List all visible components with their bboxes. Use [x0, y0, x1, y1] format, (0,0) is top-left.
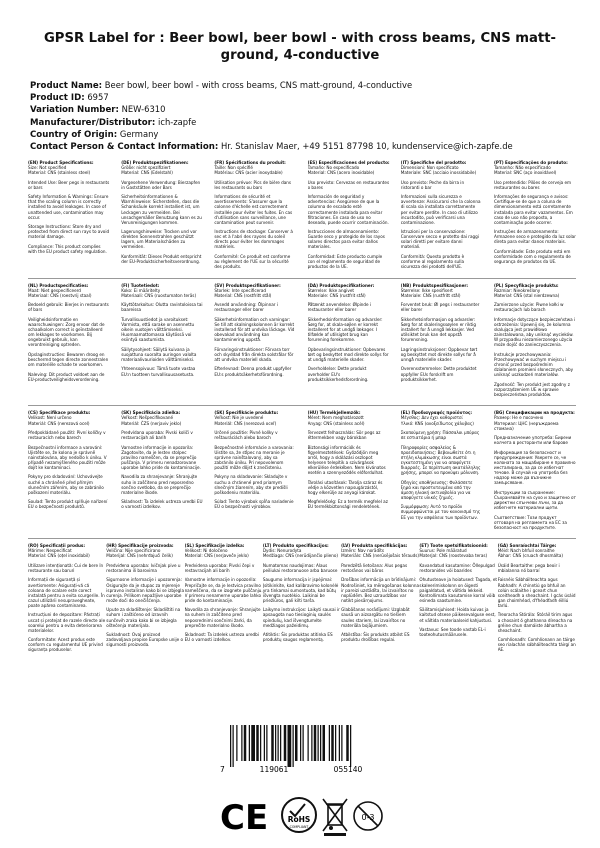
- spec-cell-paragraph: Taille: Non spécifié Matériau: CNS (acier inoxydable): [214, 165, 283, 176]
- barcode-bar: [284, 725, 287, 761]
- spec-row: [28, 410, 576, 534]
- ce-mark: [220, 798, 268, 838]
- spec-cell: [308, 160, 390, 274]
- spec-cell-heading: (BG) Спецификации на продукта:: [493, 410, 575, 416]
- spec-cell-paragraph: Sicherheitsinformationen & Warnhinweise: Sicherstellen, dass die Schanksäule korrekt installiert ist, um Leckagen zu vermeiden. Bei unsachgemäßer Benutzung kann es zu Verunreinigungen kommen.: [121, 194, 202, 225]
- spec-cell-heading: (PL) Specyfikacje produktu:: [493, 282, 559, 288]
- barcode-bar: [280, 725, 281, 761]
- spec-cell-paragraph: Størrelse: Ikke angivet Materiale: CNS (rustfrit stål): [307, 287, 366, 298]
- spec-cell-paragraph: Varnostne informacije in opozorila: Zagotovite, da je lestev stolpec pravilno nameščen, da se preprečijo puščanja. V primeru nenadzorovane uporabe lahko pride do kontaminacije.: [121, 444, 201, 470]
- spec-cell-paragraph: Skladnost: Ta izdelek ustreza uredbi EU o varnosti izdelkov.: [184, 632, 259, 643]
- spec-cell-paragraph: Größe: nicht spezifiziert Material: CNS (Edelstahl): [121, 165, 173, 176]
- spec-cell-paragraph: Sikkerhetsinformasjon og advarsler: Sørg for at skaleringssøylen er riktig installert for å unngå lekkasjer. Ved utilsiktet bruk kan det oppstå forurensning.: [400, 316, 476, 343]
- spec-cell-paragraph: Rozmiar: Nieokreślony Materiał: CNS (stal nierdzewna): [493, 287, 560, 298]
- spec-cell-heading: (PT) Especificações do produto:: [493, 160, 568, 165]
- barcode-bar: [249, 725, 250, 761]
- spec-cell-paragraph: Treoracha Stórála: Stóráil tirim agus a chosaint ó ghathanna díreacha na gréine chun damáiste ábhartha a sheachaint.: [497, 612, 573, 633]
- spec-cell-paragraph: Conformitate: Acest produs este conform cu regulamentul UE privind siguranța produselor.: [28, 637, 103, 653]
- barcode-digits: 055140: [333, 765, 363, 773]
- barcode-bar: [311, 725, 312, 761]
- spec-cell-paragraph: Lagringsinstruksjoner: Oppbevar tørt og beskyttet mot direkte sollys for å unngå materielle skader.: [400, 346, 478, 362]
- spec-cell: [308, 283, 390, 402]
- row-divider: [28, 278, 576, 279]
- info-product-id: Product ID: 6957: [30, 92, 109, 104]
- barcode-bar: [275, 725, 276, 761]
- spec-cell-paragraph: Compliance: This product complies with the EU product safety regulation.: [28, 243, 107, 254]
- spec-cell: [263, 543, 341, 657]
- spec-cell-paragraph: Atitiktis: Šis produktas atitinka ES produktų saugos reglamentą.: [262, 632, 333, 643]
- spec-cell-paragraph: Instructions de stockage: Conserver à sec et à l'abri des rayons du soleil directs pour éviter les dommages matériels.: [214, 229, 293, 250]
- crossed-out-wheelie-bin-icon: [323, 799, 347, 836]
- spec-cell-paragraph: Información de seguridad y advertencias: Asegúrese de que la columna de escalado esté correctamente instalada para evitar filtraciones. En caso de uso no deseado, puede ocurrir contaminación.: [307, 194, 389, 225]
- svg-text:CE: CE: [220, 798, 269, 838]
- spec-cell-paragraph: Biztonsági információk és figyelmeztetések: Győződjön meg arról, hogy a skálázási oszlopot helyesen telepítik a szivárgások elkerülése érdekében. Nem kívánatos esetén a szennyeződés előfordulhat.: [307, 444, 386, 476]
- spec-cell-paragraph: Bezpečnostné informácie a varovania: Uistite sa, že stĺpec na meranie je správne nainštalovaný, aby sa zabránilo úniku. Pri nepovolenom použití môže dôjsť k znečisteniu.: [214, 444, 294, 470]
- spec-cell-paragraph: Sikkerhedsinformation og advarsler: Sørg for, at skala-søjlen er korrekt installeret for at undgå lækager. I tilfælde af utilsigtet brug kan forurening forekomme.: [307, 316, 383, 343]
- spec-cell-paragraph: Megfelelőség: Ez a termék megfelel az EU termékbiztonsági rendeletének.: [307, 499, 388, 510]
- spec-cell-heading: (FR) Spécifications du produit:: [214, 160, 286, 165]
- spec-cell-heading: (ES) Especificaciones del producto:: [307, 160, 390, 165]
- spec-cell-paragraph: Úsáid Beartaithe: pega beoir i mbialanna nó barraí: [497, 562, 560, 573]
- spec-cell-paragraph: Съответствие: Този продукт отговаря на регламента на ЕС за безопасност на продуктите.: [493, 514, 567, 530]
- spec-cell-paragraph: Informações de segurança e avisos: Certifique-se de que a coluna de dimensionamento está corretamente instalada para evitar vazamentos. Em caso de uso não proposto, a contaminação pode ocorrer.: [493, 194, 573, 225]
- spec-cell: [28, 410, 110, 534]
- svg-text:RoHS: RoHS: [287, 815, 311, 824]
- spec-cell-paragraph: Informations de sécurité et avertissements: S'assurer que la colonne d'échelle est correctement installée pour éviter les fuites. En cas d'utilisation sans surveillance, une contamination peut survenir.: [214, 194, 293, 225]
- spec-cell: [498, 543, 576, 657]
- spec-cell-paragraph: Veličina: Nije specificirano Materijal: CNS (nehrđajući čelik): [106, 548, 173, 559]
- barcode-bar: [320, 725, 321, 761]
- spec-cell-paragraph: Opbevaringsinstruktioner: Opbevares tørt og beskyttet mod direkte sollys for at undgå materielle skader.: [307, 346, 389, 362]
- spec-cell-paragraph: Maat: Niet gespecificeerd Materiaal: CNS (roestvrij staal): [28, 287, 92, 298]
- spec-cell-paragraph: Tárolási utasítások: Tárolja száraz és védje a közvetlen napsugárzástól, hogy elkerülje az anyagi károkat.: [307, 479, 383, 495]
- barcode-bar: [318, 725, 319, 761]
- spec-cell-paragraph: Conformité: Ce produit est conforme au règlement de l'UE sur la sécurité des produits.: [214, 253, 291, 270]
- spec-cell-paragraph: Intended Use: Beer pegs in restaurants or bars: [28, 179, 110, 190]
- spec-cell-paragraph: Určené použitie: Pivné kolíky v reštauráciách alebo baroch: [214, 430, 278, 441]
- spec-cell-paragraph: Yhteensopivuus: Tämä tuote vastaa EU:n tuotteen turvallisuusasetusta.: [121, 366, 196, 377]
- spec-cell-paragraph: Turvallisuustiedot ja varoitukset: Varmista, että sarake on asennettu oikein vuotojen välttämiseksi. Huomaamattomassa käytössä voi esiintyä saastumista.: [121, 316, 195, 343]
- svg-text:0-3: 0-3: [361, 813, 375, 822]
- spec-cell-paragraph: Информация за безопасност и предупреждения: Уверете се, че колоната за мащабиране е правилно инсталирана, за да се избегнат течове. В случай на употреба без надзор може да възникне замърсяване.: [493, 449, 576, 486]
- spec-cell-paragraph: Предназначение употреба: Бирени колчета в ресторанти или барове: [493, 435, 572, 446]
- spec-cell: [419, 543, 497, 657]
- spec-cell: [28, 283, 110, 402]
- barcode-digits: 7: [220, 765, 225, 773]
- spec-cell-paragraph: Varnostne informacije in opozorila: Prepričajte se, da je lestvica pravilno nameščena, da se izognete puščanju. V primeru nenamerne uporabe lahko pride do kontaminacije.: [184, 577, 263, 603]
- spec-cell-paragraph: Comhlíonadh: Comhlíonann an táirge seo rialachán sábháilteachta táirgí an AE.: [497, 637, 576, 653]
- spec-cell-paragraph: Storlek: Inte specificerad Material: CNS (rostfritt stål): [214, 287, 272, 298]
- barcode-bar: [341, 725, 342, 761]
- spec-cell: [121, 410, 203, 534]
- spec-cell-paragraph: Veiligheidsinformatie en waarschuwingen: Zorg ervoor dat de schaalkolom correct is geïnstalleerd om lekkages te voorkomen. Bij ongebruikt gebruik, kan verontreiniging optreden.: [28, 316, 105, 348]
- spec-cell: [185, 543, 263, 657]
- spec-cell-paragraph: Méret: Nem meghatározott Anyag: CNS (stainless acél): [307, 415, 365, 426]
- spec-cell-paragraph: Sukladnost: Ovaj proizvod zadovoljava propise Europske unije o sigurnosti proizvoda.: [106, 632, 184, 648]
- spec-cell-paragraph: Tamaño: No especificado Material: CNS (acero inoxidable): [307, 165, 375, 176]
- spec-cell-paragraph: Storage Instructions: Store dry and protected from direct sun rays to avoid material damage.: [28, 224, 110, 240]
- spec-cell: [494, 160, 576, 274]
- spec-cell-paragraph: Zgodność: Ten produkt jest zgodny z rozporządzeniem UE w sprawie bezpieczeństwa produktów.: [493, 381, 570, 397]
- spec-cell-paragraph: Instruções de armazenamento: Armazene seco e protegido da luz solar direta para evitar danos materiais.: [493, 229, 576, 245]
- spec-cell-paragraph: Méid: Nach bhfuil sonraithe Ábhar: CNS (cruach dhosmálta): [497, 548, 563, 559]
- spec-cell: [214, 283, 296, 402]
- spec-cell-paragraph: Dimensioni: Non specificato Materiale: SNC (acciaio inossidabile): [400, 165, 477, 176]
- row-divider: [28, 405, 576, 406]
- spec-cell-heading: (SV) Produktspecifikationer:: [214, 282, 281, 288]
- spec-cell-heading: (EL) Προδιαγραφές προϊόντος:: [400, 410, 473, 416]
- spec-cell-heading: (SL) Specifikacije izdelka:: [184, 543, 245, 549]
- spec-cell-paragraph: Sigurnosne informacije i upozorenja: Osigurajte da je stupac za mjerenje ispravno instaliran kako bi se izbjegla curenja. Prilikom nepažljive uporabe može doći do onečišćenja.: [106, 577, 184, 603]
- spec-cell-paragraph: Πληροφορίες ασφαλείας & προειδοποιήσεις: Βεβαιωθείτε ότι η στήλη κλιμάκωσης είναι σωστά εγκατεστημένη για να αποφύγετε διαρροές. Σε περίπτωση ακατάλληλης χρήσης, μπορεί να προκύψει μόλυνση.: [400, 444, 481, 476]
- spec-cell-paragraph: Kavandatud kasutamine: Õllepulgad restoranides või baarides: [419, 562, 495, 573]
- info-variation-number: Variation Number: NEW-6310: [30, 104, 166, 116]
- spec-cell-paragraph: Overensstemmelse: Dette produktet oppfyller EUs forskrift om produktsikkerhet.: [400, 366, 477, 382]
- spec-cell-paragraph: Uso previsto: Peche da birra in ristoranti o bar: [400, 179, 465, 190]
- barcode-bar: [300, 725, 301, 761]
- barcode-bar: [230, 725, 231, 767]
- barcode-bar: [308, 725, 309, 761]
- spec-cell-paragraph: Skladnost: Ta izdelek ustreza uredbi EU o varnosti izdelkov.: [121, 499, 203, 510]
- spec-cell-heading: (DE) Produktspezifikationen:: [121, 160, 189, 165]
- spec-cell-paragraph: Izmērs: Nav norādīts Materiāls: CNS (nerūsējošais tērauds): [341, 548, 420, 559]
- barcode-bar: [295, 725, 298, 761]
- spec-cell: [121, 160, 203, 274]
- spec-cell-paragraph: Σκοπούμενη χρήση: Πάσσαλοι μπύρας σε εστιατόρια ή μπαρ: [400, 430, 480, 441]
- spec-cell-paragraph: Ohutusteave ja hoiatused: Tagada, et skaleerimiskolonn on õigesti paigaldatud, et vältida lekkeid. Kontrollimata kasutamise korral võib esineda saastumine.: [419, 577, 497, 603]
- spec-cell-paragraph: Informații de siguranță și avertismente: Asigurați-vă că coloana de scalare este corect instalată pentru a evita scurgerile. În cazul utilizării nesupravegheate, poate apărea contaminarea.: [28, 577, 105, 608]
- spec-cell-paragraph: Forventet bruk: Øl pegs i restauranter eller barer: [400, 302, 480, 313]
- spec-cell-paragraph: Utilisation prévue: Pics de bière dans les restaurants ou bars: [214, 179, 292, 190]
- spec-cell-paragraph: Tamanho: Não especificado Material: SNC (aço inoxidável): [493, 165, 557, 176]
- barcode-bar: [260, 725, 261, 761]
- spec-cell: [401, 283, 483, 402]
- spec-cell-paragraph: Istruzioni per la conservazione: Conservare secco e protetto dai raggi solari diretti per evitare danni materiali.: [400, 229, 479, 250]
- spec-cell: [308, 410, 390, 534]
- spec-cell-paragraph: Suurus: Pole määratud Materjal: CNS (roostevaba teras): [419, 548, 488, 559]
- spec-cell-paragraph: Uso pretendido: Pilões de cerveja em restaurantes ou bares: [493, 179, 572, 190]
- spec-cell-paragraph: Bedoeld gebruik: Bierjes in restaurants of bars: [28, 302, 109, 313]
- barcode-bar: [241, 725, 242, 761]
- info-manufacturer: Manufacturer/Distributor: ich-zapfe: [30, 116, 197, 128]
- barcode-bar: [293, 725, 294, 767]
- spec-cell-paragraph: Súlad: Tento výrobok spĺňa nariadenie EÚ o bezpečnosti výrobkov.: [214, 499, 294, 510]
- spec-cell-paragraph: Upute za skladištenje: Skladištiti na suhom i zaštićeno od izravnih sunčevih zraka kako bi se izbjegla oštećenja materijala.: [106, 607, 181, 628]
- spec-cell: [401, 410, 483, 534]
- spec-cell-paragraph: Predviđena uporaba: Ivičnjak pive u restoranima ili barovima: [106, 562, 181, 573]
- spec-cell: [401, 160, 483, 274]
- spec-cell-paragraph: Safety Information & Warnings: Ensure that the scaling column is correctly installed to avoid leakages. In case of unattended use, contamination may occur.: [28, 194, 109, 220]
- barcode-bar: [256, 725, 259, 761]
- spec-cell-paragraph: Säilitamisjuhised: Hoida kuivas ja kaitstud otsese päikesevalguse eest, et vältida materiaalseid kahjustusi.: [419, 607, 496, 623]
- spec-cell-paragraph: Påtænkt anvendelse: Ølpinde i restauranter eller barer: [307, 302, 372, 313]
- spec-cell: [28, 160, 110, 274]
- spec-cell-paragraph: Predvídana uporaba: Pivski količi v restavracijah ali barih: [121, 430, 193, 441]
- spec-cell-paragraph: Utilizare intenționată: Cui de bere în restaurante sau baruri: [28, 562, 104, 573]
- spec-cell-heading: (HR) Specifikacije proizvoda:: [106, 543, 174, 549]
- spec-cell-heading: (LT) Produkto specifikacijos:: [262, 543, 329, 549]
- spec-cell-paragraph: Veľkosť: Nešpecifikované Materiál: ČZS (nerjaviv jeklo): [121, 415, 182, 426]
- spec-cell-paragraph: Förvaringsinstruktioner: Förvara torr och skyddad från direkta solstrålar för att undvika materiell skada.: [214, 346, 294, 362]
- specification-grid: [28, 160, 576, 657]
- spec-cell: [106, 543, 184, 657]
- spec-cell-paragraph: Koko: Ei määritelty Materiaali: CNS (ruostumaton teräs): [121, 287, 197, 298]
- spec-cell-paragraph: Opslaginstructies: Bewaren droog en beschermd tegen directe zonnestralen om materiële schade te voorkomen.: [28, 351, 109, 368]
- spec-row: [28, 160, 576, 274]
- barcode-bar: [288, 725, 292, 767]
- spec-cell-paragraph: Conformidade: Este produto está em conformidade com o regulamento de segurança de produtos da UE.: [493, 248, 571, 265]
- spec-cell-paragraph: Veľkosť: Nie je uvedené Materiál: CNS (nerezová oceľ): [214, 415, 277, 426]
- spec-cell-paragraph: Pokyny na skladovanie: Skladujte v suchu a chránené pred priamym slnečným žiarením, aby ste predišli poškodeniu materiálu.: [214, 474, 288, 495]
- spec-cell-paragraph: Mărime: Nespecificat Material: CNS (oțel inoxidabil): [28, 548, 90, 559]
- spec-cell-paragraph: Naleving: Dit product voldoet aan de EU-productveiligheidsverordening.: [28, 371, 105, 382]
- 0-3-age-warning-icon: [354, 802, 382, 830]
- info-product-name: Product Name: Beer bowl, beer bowl - with cross beams, CNS matt-ground, 4-conductive: [30, 80, 413, 91]
- product-info: [30, 80, 575, 153]
- barcode-bar: [244, 725, 247, 761]
- spec-cell: [28, 543, 106, 657]
- spec-cell-paragraph: Μέγεθος: Δεν έχει καθοριστεί Υλικό: KNS (ανοξείδωτος χάλυβας): [400, 415, 474, 426]
- spec-cell: [214, 160, 296, 274]
- spec-cell-paragraph: Informacje dotyczące bezpieczeństwa i ostrzeżenia: Upewnij się, że kolumna skalująca jest prawidłowo zainstalowana, aby uniknąć wycieków. W przypadku niezamierzonego użycia może dojść do zanieczyszczenia.: [493, 316, 576, 348]
- spec-cell-paragraph: Pokyny pro skladování: Uchovávejte suché a chráněné před přímým slunečním zářením, aby se zabránilo poškození materiálu.: [28, 474, 104, 495]
- spec-cell: [341, 543, 419, 657]
- spec-cell-paragraph: Instrukcje przechowywania: Przechowywać w suchym miejscu i chronić przed bezpośrednim działaniem promieni słonecznych, aby uniknąć uszkodzeń materiałów.: [493, 351, 574, 378]
- spec-cell-paragraph: Vastavus: See toode vastab EL-i tooteohutusmäärusele.: [419, 626, 486, 638]
- spec-cell-heading: (IT) Specifiche del prodotto:: [400, 160, 467, 165]
- spec-cell-paragraph: Συμμόρφωση: Αυτό το προϊόν συμμορφώνεται με τον κανονισμό της ΕΕ για την ασφάλεια των προϊόντων.: [400, 504, 481, 520]
- spec-cell-paragraph: Tervezett felhasználás: Sör pegs az éttermekben vagy bárokban: [307, 430, 381, 441]
- barcode-bar: [233, 725, 234, 767]
- info-contact: Contact Person & Contact Information: Hr. Stanislav Maer, +49 5151 87798 10, kundenservice@ich-zapfe.de: [30, 141, 513, 153]
- barcode-bar: [314, 725, 317, 761]
- spec-cell-paragraph: Paredzētā lietošana: Alus pegas restorānos vai bāros: [341, 562, 408, 573]
- spec-cell-paragraph: Vorgesehene Verwendung: Bierzapfen in Gaststätten oder Bars: [121, 179, 201, 190]
- spec-cell-heading: (GA) Sonraíochtaí Táirge:: [497, 543, 557, 549]
- barcode-bar: [251, 725, 255, 761]
- spec-cell-paragraph: Οδηγίες αποθήκευσης: Φυλάσσετε ξηρά και προστατευμένα από την άμεση ηλιακή ακτινοβολία για να αποφύγετε υλικές ζημιές.: [400, 479, 473, 500]
- spec-cell-heading: (RO) Specificații produs:: [28, 543, 86, 549]
- spec-cell: [494, 410, 576, 534]
- spec-cell-paragraph: Overholdelse: Dette produkt overholder EU's produktsikkerhedsforordning.: [307, 366, 369, 382]
- spec-cell: [494, 283, 576, 402]
- spec-cell-paragraph: Atbilstība: Šis produkts atbilst ES produktu drošības regulai.: [341, 632, 410, 643]
- page-title: GPSR Label for : Beer bowl, beer bowl - with cross beams, CNS matt-ground, 4-conductive: [43, 31, 557, 63]
- svg-text:COMPLIANT: COMPLIANT: [289, 825, 309, 829]
- spec-cell-paragraph: Størrelse: Ikke spesifisert Materiale: CNS (rustfritt stål): [400, 287, 461, 298]
- barcode-bar: [346, 725, 349, 761]
- spec-cell-heading: (CS) Specifikace produktu:: [28, 410, 91, 416]
- barcode-digits: 119061: [259, 765, 289, 773]
- barcode-bar: [331, 725, 334, 761]
- spec-cell-heading: (DA) Produktspecifikationer:: [307, 282, 375, 288]
- ean-barcode: [216, 725, 402, 773]
- spec-cell-heading: (SK) Špecifikácia zdielka:: [121, 410, 181, 416]
- spec-cell-paragraph: Instrucțiuni de depozitare: Păstrați uscat și protejat de razele directe ale soarelui pentru a evita deteriorarea materialelor.: [28, 612, 106, 633]
- spec-cell-paragraph: Soulad: Tento produkt splňuje nařízení EU o bezpečnosti produktů.: [28, 499, 108, 510]
- spec-cell-paragraph: Säkerhetsinformation och varningar: Se till att skalningskolonnen är korrekt installerad för att undvika läckage. Vid obevakad användning kan kontaminering uppstå.: [214, 316, 295, 343]
- spec-cell-paragraph: Conformidad: Este producto cumple con el reglamento de seguridad de productos de la UE.: [307, 253, 383, 270]
- rohs-compliant-icon: [282, 798, 316, 832]
- spec-cell-paragraph: Säilytysohjeet: Säilytä kuivana ja suojattuna suoralta auringon valolta materiaalivaurioiden välttämiseksi.: [121, 346, 197, 362]
- spec-cell-paragraph: Conformità: Questo prodotto è conforme al regolamento sulla sicurezza dei prodotti dell'UE.: [400, 253, 465, 270]
- spec-cell-heading: (EN) Product Specifications:: [28, 160, 94, 165]
- spec-cell-paragraph: Инструкции за съхранение: Съхранявайте на сухо и защитено от директни слънчеви лъчи, за да избегнете материални щети.: [493, 489, 576, 511]
- spec-cell-heading: (HU) Termékjellemzők:: [307, 410, 361, 416]
- spec-cell-paragraph: Velikost: Ni določeno Material: CNS (nerjaveče jeklo): [184, 548, 249, 559]
- spec-cell-paragraph: Konformität: Dieses Produkt entspricht der EU-Produktsicherheitsverordnung.: [121, 253, 202, 265]
- spec-cell-paragraph: Zamierzone użycie: Piwne kołki w restauracjach lub barach: [493, 302, 564, 313]
- spec-cell-paragraph: Uso previsto: Cervezas en restaurantes o bares: [307, 179, 390, 190]
- certification-marks: [220, 793, 384, 839]
- spec-cell-paragraph: Lagerungshinweise: Trocken und vor direkten Sonnenstrahlen geschützt lagern, um Materialschäden zu vermeiden.: [121, 229, 197, 250]
- spec-cell-paragraph: Saugumo informacija ir įspėjimai: Įsitikinkite, kad kalibravimo kolonėlė yra tinkamai sumontuota, kad būtų išvengta nuotėkio. Laikinai be priežiūros, gali kilti tarša.: [262, 577, 339, 603]
- spec-cell-paragraph: Faisnéis Sábháilteachta agus Rabhadh: A chinntiú go bhfuil an colún scálaithe i gceart chun sceitheadh a sheachaint. I gcás úsáid gan choimhéad, d'fhéadfadh éilliú tarlú.: [497, 577, 576, 608]
- spec-cell-paragraph: Velikost: Není určeno Materiál: CNS (nerezová ocel): [28, 415, 90, 426]
- barcode-bar: [278, 725, 279, 761]
- spec-cell-heading: (LV) Produkta specifikācijas:: [341, 543, 408, 549]
- barcode-bar: [323, 725, 326, 761]
- spec-cell: [214, 410, 296, 534]
- spec-cell-paragraph: Předpokládané použití: Pivní kolíčky v restauracích nebo barech: [28, 430, 106, 441]
- spec-cell-paragraph: Predvidena uporaba: Pivski čepi v restavracijah ali barih: [184, 562, 255, 573]
- spec-cell-heading: (FI) Tuotetiedot:: [121, 282, 160, 288]
- row-divider: [28, 538, 576, 539]
- spec-row: [28, 543, 576, 657]
- barcode-bar: [303, 725, 304, 761]
- spec-cell-paragraph: Glabāšanas norādījumi: Uzglabāt sausā un aizsargātu no tiešiem saules stariem, lai izvairītos no materiāla bojājumiem.: [341, 607, 410, 628]
- spec-cell-paragraph: Bezpečnostní informace a varování: Ujistěte se, že kolona je správně nainstalována, aby nedošlo k úniku. V případě nezamýšleného použití může dojít ke kontaminaci.: [28, 444, 107, 470]
- spec-row: [28, 283, 576, 402]
- barcode-bar: [335, 725, 336, 761]
- barcode-bar: [339, 725, 340, 761]
- spec-cell-paragraph: Instrucciones de almacenamiento: Guarde seco y protegido de los rayos solares directos para evitar daños materiales.: [307, 229, 385, 250]
- spec-cell-paragraph: Numatomas naudojimas: Alaus peiliukai restoranuose arba baruose: [262, 562, 338, 573]
- spec-cell-heading: (ET) Toote spetsifikatsioonid:: [419, 543, 488, 549]
- barcode-bar: [264, 725, 265, 761]
- spec-cell-heading: (NL) Productspecificaties:: [28, 282, 89, 288]
- spec-cell-paragraph: Käyttötarkoitus: Olutta ravintoloissa tai baareissa: [121, 302, 203, 313]
- spec-cell-paragraph: Размер: Не е посочено Материал: ЦНС (неръждаема стомана): [493, 415, 559, 431]
- info-country-of-origin: Country of Origin: Germany: [30, 128, 159, 140]
- spec-cell-paragraph: Dydis: Nenurodyta Medžiaga: CNS (nerūdijančio plieno): [262, 548, 338, 559]
- spec-cell-paragraph: Avsedd användning: Ölpinnar i restauranger eller barer: [214, 302, 278, 313]
- spec-cell-paragraph: Informazioni sulla sicurezza e avvertenze: Assicurarsi che la colonna di scala sia installata correttamente per evitare perdite. In caso di utilizzo incustodito, può verificarsi una contaminazione.: [400, 194, 481, 225]
- barcode-bar: [329, 725, 330, 761]
- barcode-bar: [271, 725, 274, 761]
- spec-cell: [121, 283, 203, 402]
- spec-cell-paragraph: Drošības informācija un brīdinājumi: Nodrošiniet, ka mērogošanas kolonna ir pareizi uzstādīta, lai izvairītos no noplūdēm. Bez uzraudzības var notikt piesārņojums.: [341, 577, 420, 603]
- spec-cell-paragraph: Navodila za shranjevanje: Shranjujte na suhem in zaščiteno pred neposrednimi sončnimi žarki, da preprečite materialno škodo.: [184, 607, 261, 628]
- spec-cell-paragraph: Size: Not specified Material: CNS (stainless steel): [28, 165, 91, 176]
- spec-cell-paragraph: Laikymo instrukcijos: Laikyti sausai ir apsaugota nuo tiesioginių saulės spindulių, kad išvengtumėte medžiagos pažeidimų.: [262, 607, 340, 628]
- barcode-bar: [236, 725, 237, 761]
- spec-cell-heading: (SK) Špecifikácie produktu:: [214, 410, 279, 416]
- barcode-bar: [266, 725, 267, 761]
- barcode-bar: [350, 725, 351, 767]
- spec-cell-paragraph: Navodila za shranjevanje: Shranjujte suho in zaščiteno pred neposredno sončno svetlobo, da se preprečijo materialne škode.: [121, 474, 198, 495]
- spec-cell-heading: (NB) Produktspesifikasjoner:: [400, 282, 469, 288]
- spec-cell-paragraph: Efterlevnad: Denna produkt uppfyller EU:s produktsäkerhetsförordning.: [214, 366, 292, 377]
